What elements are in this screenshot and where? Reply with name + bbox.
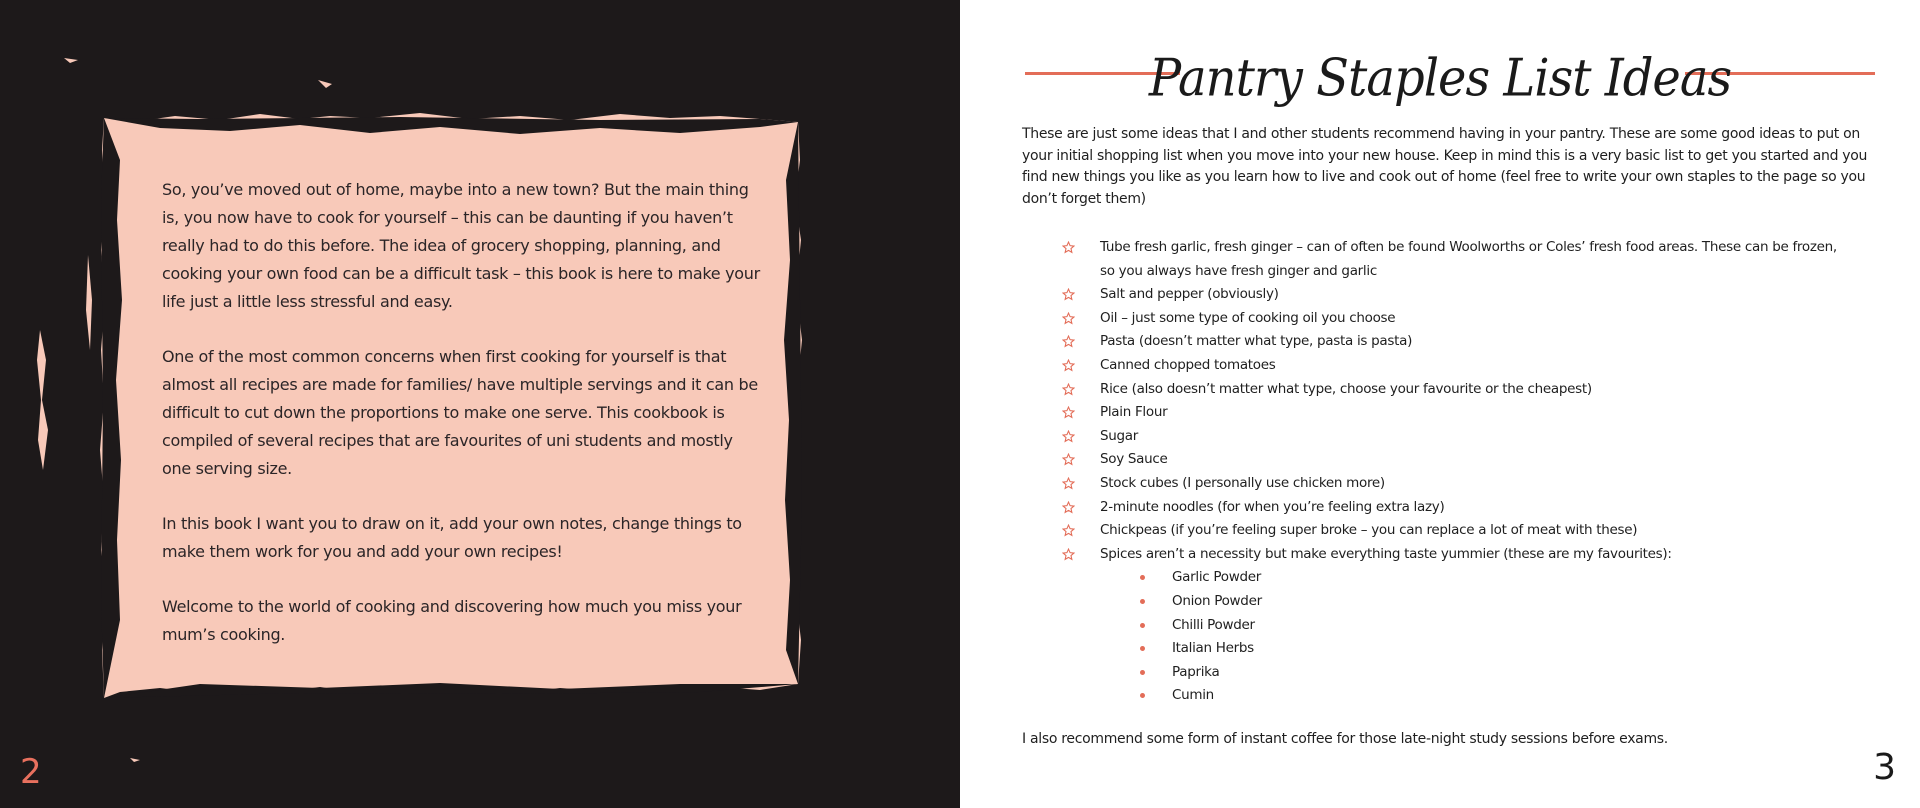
- list-item: Plain Flour: [1062, 401, 1842, 425]
- star-icon: [1062, 283, 1078, 306]
- list-item: Tube fresh garlic, fresh ginger – can of often be found Woolworths or Coles’ fresh food areas. These can be frozen, so you always have fresh ginger and garlic: [1062, 236, 1842, 283]
- bullet-icon: [1140, 670, 1145, 675]
- list-item: Canned chopped tomatoes: [1062, 354, 1842, 378]
- star-icon: [1062, 378, 1078, 401]
- star-icon: [1062, 401, 1078, 424]
- star-icon: [1062, 354, 1078, 377]
- star-icon: [1062, 307, 1078, 330]
- bullet-icon: [1140, 623, 1145, 628]
- staples-list: [1062, 236, 1842, 708]
- list-item: Oil – just some type of cooking oil you choose: [1062, 307, 1842, 331]
- list-item: Pasta (doesn’t matter what type, pasta is pasta): [1062, 330, 1842, 354]
- intro-paragraph: So, you’ve moved out of home, maybe into a new town? But the main thing is, you now have to cook for yourself – this can be daunting if you haven’t really had to do this before. The idea of grocery shopping, planning, and cooking your own food can be a difficult task – this book is here to make your life just a little less stressful and easy.: [162, 180, 760, 311]
- spice-item: Paprika: [1140, 661, 1842, 685]
- intro-text: [162, 176, 760, 676]
- closing-note: I also recommend some form of instant coffee for those late-night study sessions before exams.: [1022, 731, 1668, 747]
- list-item: Sugar: [1062, 425, 1842, 449]
- page-title: Pantry Staples List Ideas: [1148, 47, 1732, 109]
- list-item: Stock cubes (I personally use chicken more): [1062, 472, 1842, 496]
- list-item: Rice (also doesn’t matter what type, choose your favourite or the cheapest): [1062, 378, 1842, 402]
- list-item: Salt and pepper (obviously): [1062, 283, 1842, 307]
- star-icon: [1062, 425, 1078, 448]
- right-page: [960, 0, 1920, 808]
- bullet-icon: [1140, 646, 1145, 651]
- list-item: 2-minute noodles (for when you’re feeling extra lazy): [1062, 496, 1842, 520]
- star-icon: [1062, 519, 1078, 542]
- intro-paragraph: In this book I want you to draw on it, add your own notes, change things to make them work for you and add your own recipes!: [162, 514, 742, 561]
- spice-item: Italian Herbs: [1140, 637, 1842, 661]
- star-icon: [1062, 448, 1078, 471]
- star-icon: [1062, 236, 1078, 259]
- page-number-right: 3: [1873, 747, 1896, 788]
- list-item: Soy Sauce: [1062, 448, 1842, 472]
- spice-item: Onion Powder: [1140, 590, 1842, 614]
- spice-item: Chilli Powder: [1140, 614, 1842, 638]
- bullet-icon: [1140, 693, 1145, 698]
- star-icon: [1062, 472, 1078, 495]
- spice-item: Garlic Powder: [1140, 566, 1842, 590]
- list-item: Chickpeas (if you’re feeling super broke – you can replace a lot of meat with these): [1062, 519, 1842, 543]
- bullet-icon: [1140, 575, 1145, 580]
- bullet-icon: [1140, 599, 1145, 604]
- star-icon: [1062, 543, 1078, 566]
- intro-paragraph: Welcome to the world of cooking and discovering how much you miss your mum’s cooking.: [162, 597, 742, 644]
- star-icon: [1062, 496, 1078, 519]
- pantry-intro: These are just some ideas that I and other students recommend having in your pantry. These are some good ideas to put on your initial shopping list when you move into your new house. Keep in mind this is a very basic list to get you started and you find new things you like as you learn how to live and cook out of home (feel free to write your own staples to the page so you don’t forget them): [1022, 126, 1868, 207]
- intro-paragraph: One of the most common concerns when first cooking for yourself is that almost all recipes are made for families/ have multiple servings and it can be difficult to cut down the proportions to make one serve. This cookbook is compiled of several recipes that are favourites of uni students and mostly one serving size.: [162, 347, 758, 478]
- star-icon: [1062, 330, 1078, 353]
- spices-list: [1100, 566, 1842, 708]
- list-item: Spices aren’t a necessity but make everything taste yummier (these are my favourites): Garlic Powder Onion Powder Chilli Powder Italian Herbs Paprika Cumin: [1062, 543, 1842, 708]
- page-number-left: 2: [20, 752, 42, 792]
- spice-item: Cumin: [1140, 684, 1842, 708]
